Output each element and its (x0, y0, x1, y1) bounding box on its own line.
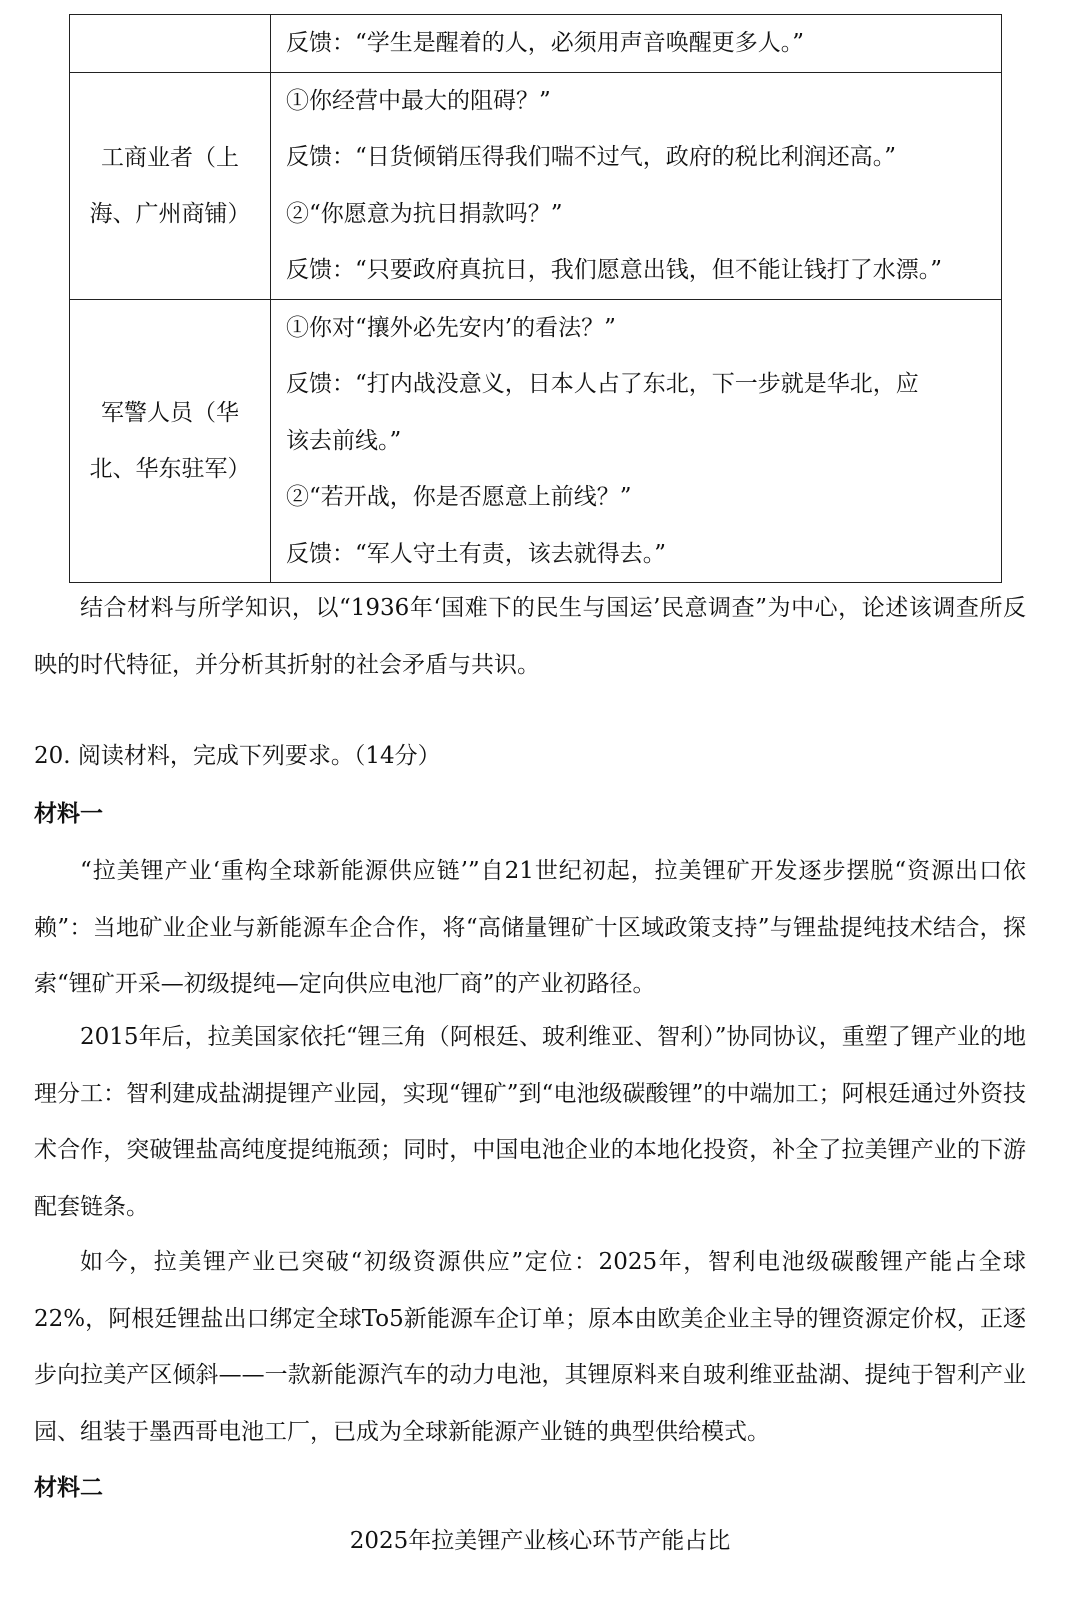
qa-line: 反馈：“日货倾销压得我们喘不过气，政府的税比利润还高。” (286, 144, 897, 170)
qa-line: 反馈：“军人守土有责，该去就得去。” (286, 540, 667, 567)
table-row (70, 72, 1002, 299)
question-title: 20. 阅读材料，完成下列要求。（14分） (34, 743, 441, 769)
qa-line: ①你经营中最大的阻碍？” (286, 87, 551, 114)
material1-paragraph: 如今，拉美锂产业已突破“初级资源供应”定位：2025年，智利电池级碳酸锂产能占全球22%，阿根廷锂盐出口绑定全球To5新能源车企订单；原本由欧美企业主导的锂资源定价权，正逐步向拉美产区倾斜——一款新能源汽车的动力电池，其锂原料来自玻利维亚盐湖、提纯于智利产业园、组装于墨西哥电池工厂，已成为全球新能源产业链的典型供给模式。 (34, 1249, 1026, 1445)
qa-line: ②“若开战，你是否愿意上前线？” (286, 484, 632, 510)
task-text: 结合材料与所学知识，以“1936年‘国难下的民生与国运’民意调查”为中心，论述该调查所反映的时代特征，并分析其折射的社会矛盾与共识。 (34, 595, 1026, 678)
qa-line: 该去前线。” (286, 427, 402, 454)
material1-heading: 材料一 (34, 801, 103, 827)
material2-heading: 材料二 (34, 1475, 103, 1501)
respondent-group-cell (70, 72, 271, 299)
respondent-group-label: 北、华东驻军） (89, 455, 251, 482)
material1-paragraph: 2015年后，拉美国家依托“锂三角（阿根廷、玻利维亚、智利）”协同协议，重塑了锂产业的地理分工：智利建成盐湖提锂产业园，实现“锂矿”到“电池级碳酸锂”的中端加工；阿根廷通过外资技术合作，突破锂盐高纯度提纯瓶颈；同时，中国电池企业的本地化投资，补全了拉美锂产业的下游配套链条。 (34, 1024, 1026, 1220)
question-feedback-cell (271, 72, 1002, 299)
qa-line: 反馈：“打内战没意义，日本人占了东北，下一步就是华北，应 (286, 371, 919, 397)
respondent-group-label: 工商业者（上 (101, 144, 239, 171)
chart-caption: 2025年拉美锂产业核心环节产能占比 (349, 1528, 731, 1554)
respondent-group-label: 海、广州商铺） (89, 200, 251, 227)
survey-table (69, 14, 1002, 583)
respondent-group-cell (70, 15, 271, 73)
table-row (70, 299, 1002, 583)
qa-line: 反馈：“只要政府真抗日，我们愿意出钱，但不能让钱打了水漂。” (286, 257, 943, 283)
qa-line: ②“你愿意为抗日捐款吗？” (286, 200, 563, 227)
table-row (70, 15, 1002, 73)
material1-paragraph: “拉美锂产业‘重构全球新能源供应链’”自21世纪初起，拉美锂矿开发逐步摆脱“资源出口依赖”：当地矿业企业与新能源车企合作，将“高储量锂矿十区域政策支持”与锂盐提纯技术结合，探索“锂矿开采—初级提纯—定向供应电池厂商”的产业初路径。 (34, 858, 1026, 997)
question-feedback-cell (271, 299, 1002, 583)
qa-line: ①你对“攘外必先安内’的看法？” (286, 314, 616, 341)
qa-line: 反馈：“学生是醒着的人，必须用声音唤醒更多人。” (286, 30, 805, 56)
respondent-group-label: 军警人员（华 (101, 399, 239, 426)
question-feedback-cell (271, 15, 1002, 73)
respondent-group-cell (70, 299, 271, 583)
